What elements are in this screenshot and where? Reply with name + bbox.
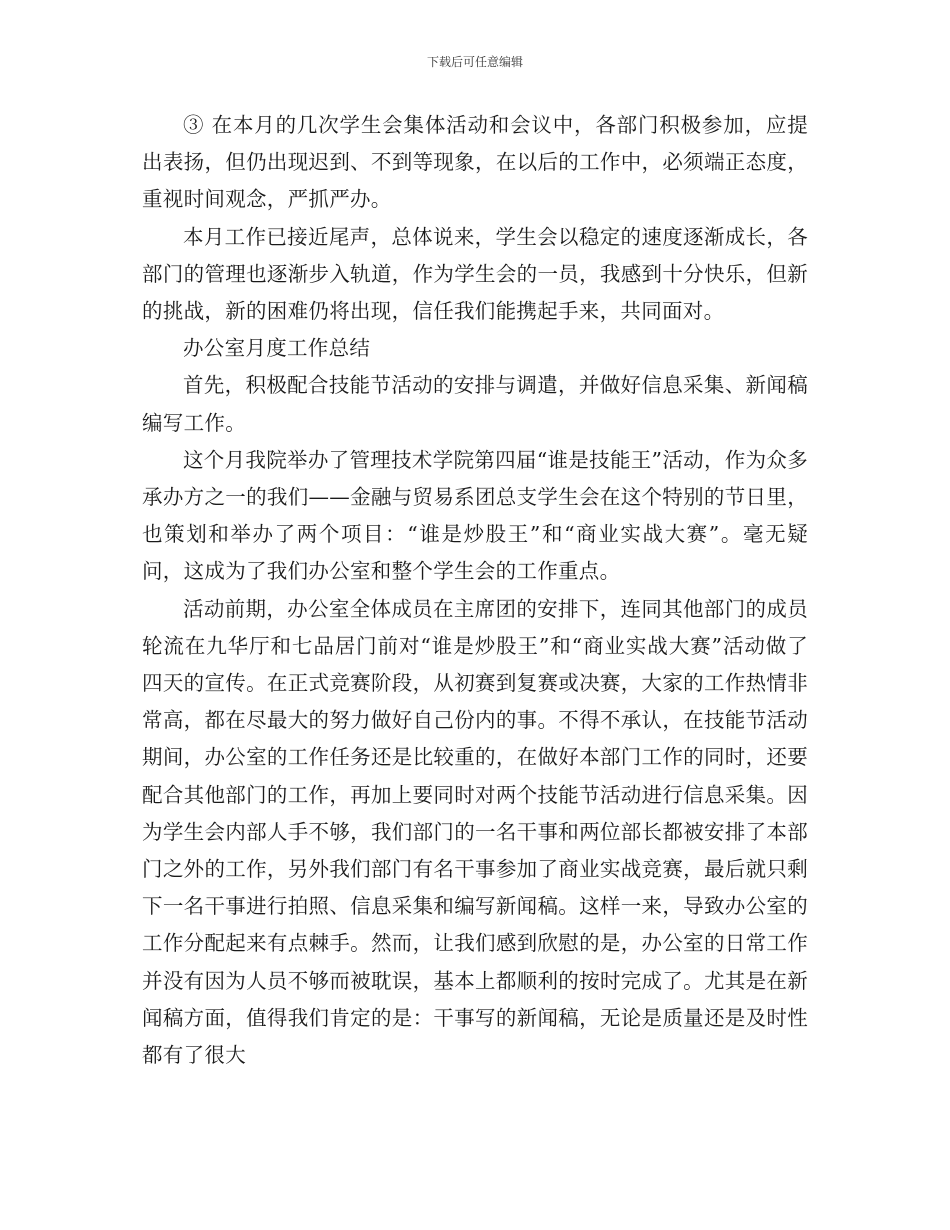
- paragraph-preparation: 活动前期，办公室全体成员在主席团的安排下，连同其他部门的成员轮流在九华厅和七品居门前对“谁是炒股王”和“商业实战大赛”活动做了四天的宣传。在正式竞赛阶段，从初赛到复赛或决赛，大家的工作热情非常高，都在尽最大的努力做好自己份内的事。不得不承认，在技能节活动期间，办公室的工作任务还是比较重的，在做好本部门工作的同时，还要配合其他部门的工作，再加上要同时对两个技能节活动进行信息采集。因为学生会内部人手不够，我们部门的一名干事和两位部长都被安排了本部门之外的工作，另外我们部门有名干事参加了商业实战竞赛，最后就只剩下一名干事进行拍照、信息采集和编写新闻稿。这样一来，导致办公室的工作分配起来有点棘手。然而，让我们感到欣慰的是，办公室的日常工作并没有因为人员不够而被耽误，基本上都顺利的按时完成了。尤其是在新闻稿方面，值得我们肯定的是：干事写的新闻稿，无论是质量还是及时性都有了很大: [142, 596, 808, 1068]
- section-title-office-summary: 办公室月度工作总结: [183, 336, 371, 361]
- paragraph-first-point: 首先，积极配合技能节活动的安排与调遣，并做好信息采集、新闻稿编写工作。: [142, 373, 808, 435]
- paragraph-month-summary: 本月工作已接近尾声，总体说来，学生会以稳定的速度逐渐成长，各部门的管理也逐渐步入轨道，作为学生会的一员，我感到十分快乐，但新的挑战，新的困难仍将出现，信任我们能携起手来，共同面对。: [142, 224, 808, 324]
- paragraph-attendance: ③ 在本月的几次学生会集体活动和会议中，各部门积极参加，应提出表扬，但仍出现迟到、不到等现象，在以后的工作中，必须端正态度，重视时间观念，严抓严办。: [142, 113, 808, 212]
- paragraph-skill-festival: 这个月我院举办了管理技术学院第四届“谁是技能王”活动，作为众多承办方之一的我们——金融与贸易系团总支学生会在这个特别的节日里，也策划和举办了两个项目：“谁是炒股王”和“商业实战大赛”。毫无疑问，这成为了我们办公室和整个学生会的工作重点。: [142, 447, 808, 584]
- page-header: 下载后可任意编辑: [426, 55, 523, 69]
- document-body: [142, 107, 808, 1074]
